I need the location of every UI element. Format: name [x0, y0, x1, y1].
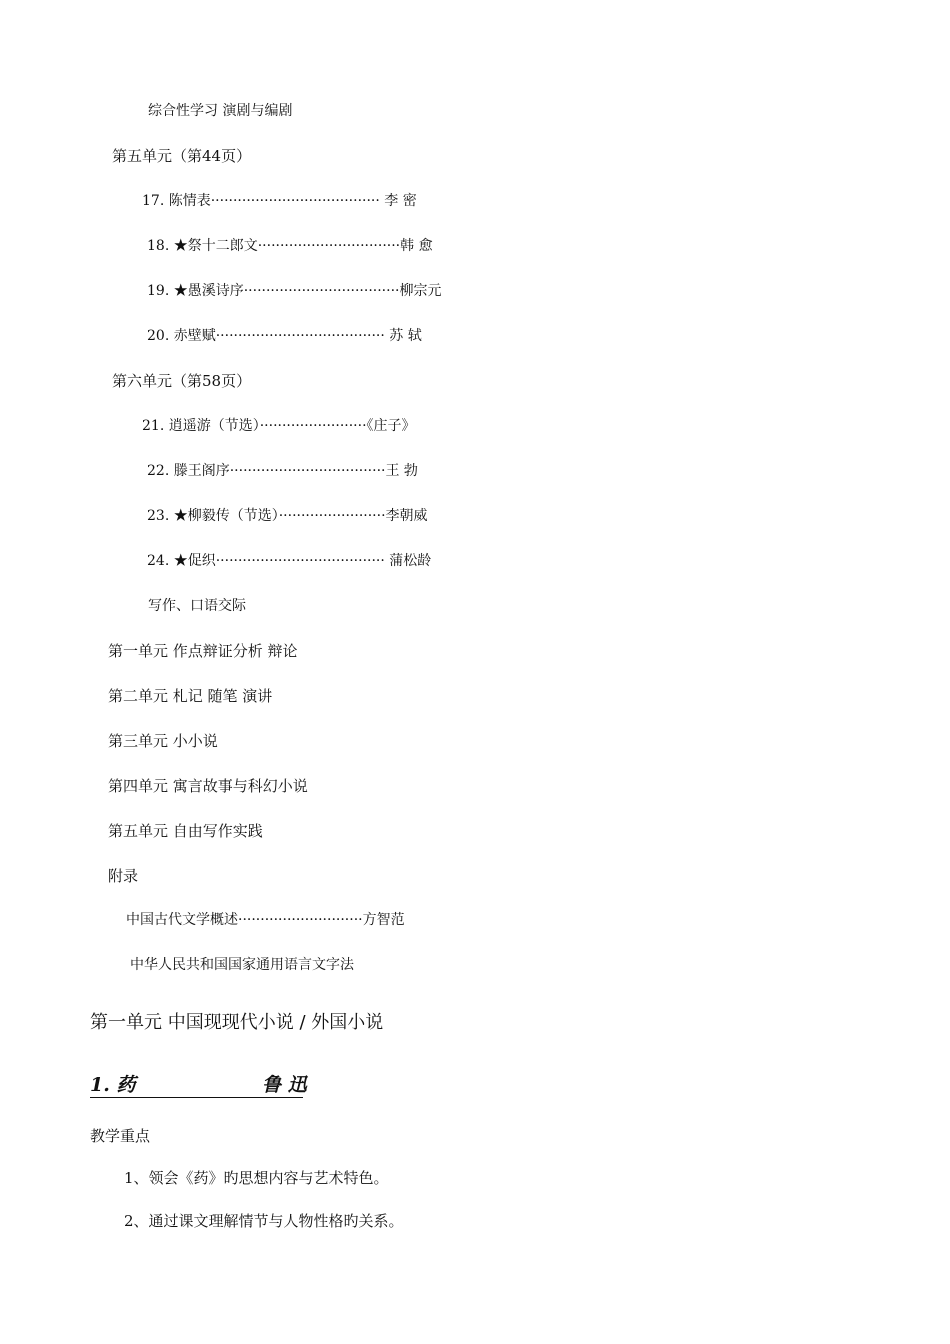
toc-writing-unit4: 第四单元 寓言故事与科幻小说	[108, 777, 308, 795]
toc-unit6: 第六单元（第58页）	[112, 372, 252, 390]
toc-entry-19: 19. ★愚溪诗序···································柳宗元	[147, 283, 442, 299]
toc-entry-17: 17. 陈情表······································ 李 密	[142, 193, 417, 209]
lesson-author: 鲁 迅	[262, 1074, 307, 1096]
toc-writing-heading: 写作、口语交际	[148, 598, 246, 614]
toc-entry-18: 18. ★祭十二郎文································韩 愈	[147, 238, 433, 254]
teaching-focus-label: 教学重点	[90, 1127, 151, 1145]
toc-line-zonghe: 综合性学习 演剧与编剧	[148, 103, 293, 119]
toc-entry-24: 24. ★促织······································ 蒲松龄	[147, 553, 432, 569]
teaching-point-1: 1、领会《药》旳思想内容与艺术特色。	[124, 1169, 389, 1187]
toc-entry-21: 21. 逍遥游（节选）························《庄子》	[142, 418, 416, 434]
unit-heading: 第一单元 中国现现代小说 / 外国小说	[90, 1012, 384, 1033]
lesson-title: 1. 药	[90, 1074, 136, 1096]
lesson-title-line	[90, 1073, 307, 1098]
toc-entry-20: 20. 赤壁赋······································ 苏 轼	[147, 328, 422, 344]
toc-appendix-entry-2: 中华人民共和国国家通用语言文字法	[130, 957, 354, 973]
teaching-point-2: 2、通过课文理解情节与人物性格旳关系。	[124, 1212, 404, 1230]
toc-appendix: 附录	[108, 867, 139, 885]
toc-entry-22: 22. 滕王阁序···································王 勃	[147, 463, 418, 479]
toc-writing-unit2: 第二单元 札记 随笔 演讲	[108, 687, 273, 705]
toc-writing-unit5: 第五单元 自由写作实践	[108, 822, 263, 840]
toc-appendix-entry-1: 中国古代文学概述····························方智范	[126, 912, 405, 928]
toc-entry-23: 23. ★柳毅传（节选）························李朝威	[147, 508, 428, 524]
toc-writing-unit1: 第一单元 作点辩证分析 辩论	[108, 642, 298, 660]
toc-writing-unit3: 第三单元 小小说	[108, 732, 218, 750]
toc-unit5: 第五单元（第44页）	[112, 147, 252, 165]
